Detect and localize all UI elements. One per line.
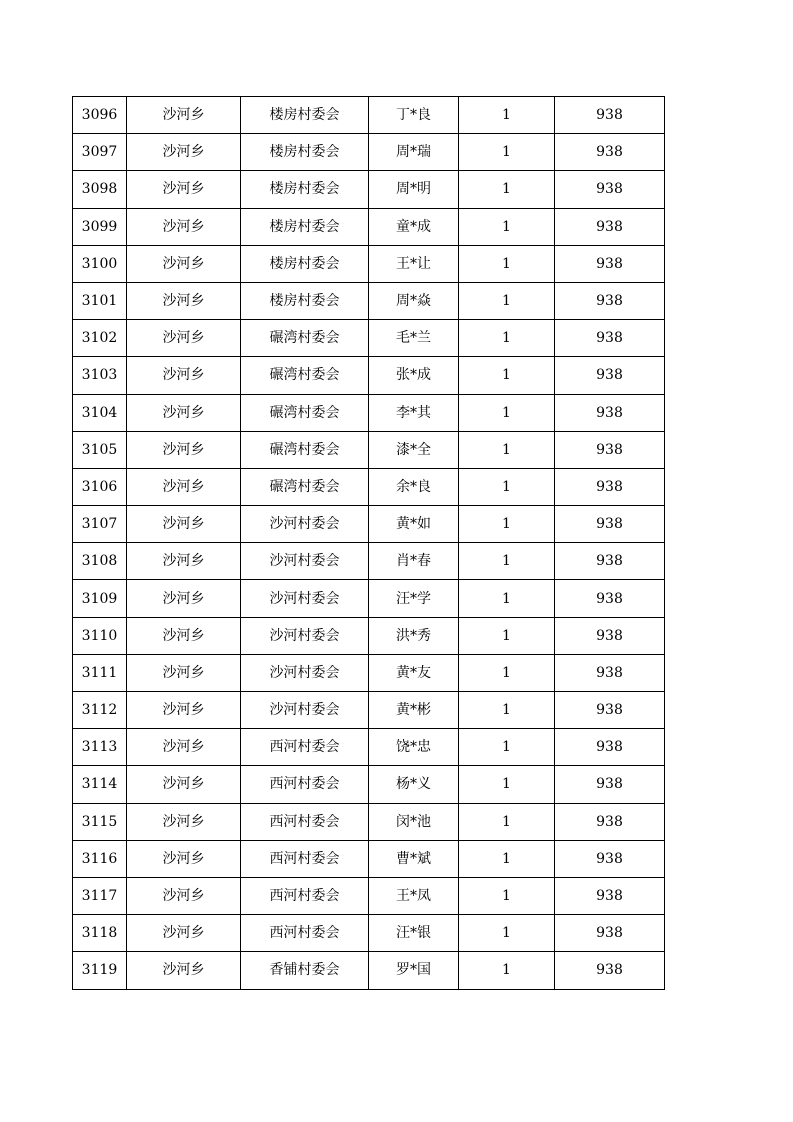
township-cell: 沙河乡 [127,877,241,914]
row-number-cell: 3112 [73,692,127,729]
table-row [73,692,665,729]
count-cell: 1 [459,729,555,766]
table-row [73,171,665,208]
row-number-cell: 3111 [73,654,127,691]
count-cell: 1 [459,543,555,580]
table-row [73,543,665,580]
table-row [73,357,665,394]
count-cell: 1 [459,915,555,952]
amount-cell: 938 [555,543,665,580]
table-row [73,320,665,357]
amount-cell: 938 [555,431,665,468]
village-committee-cell: 沙河村委会 [241,506,369,543]
person-name-cell: 汪*学 [369,580,459,617]
township-cell: 沙河乡 [127,320,241,357]
person-name-cell: 周*明 [369,171,459,208]
row-number-cell: 3110 [73,617,127,654]
table-row [73,915,665,952]
township-cell: 沙河乡 [127,97,241,134]
village-committee-cell: 西河村委会 [241,840,369,877]
amount-cell: 938 [555,840,665,877]
township-cell: 沙河乡 [127,580,241,617]
count-cell: 1 [459,506,555,543]
village-committee-cell: 沙河村委会 [241,654,369,691]
row-number-cell: 3104 [73,394,127,431]
township-cell: 沙河乡 [127,134,241,171]
row-number-cell: 3117 [73,877,127,914]
row-number-cell: 3113 [73,729,127,766]
table-row [73,506,665,543]
row-number-cell: 3119 [73,952,127,989]
table-row [73,394,665,431]
amount-cell: 938 [555,952,665,989]
township-cell: 沙河乡 [127,692,241,729]
person-name-cell: 周*焱 [369,282,459,319]
person-name-cell: 肖*春 [369,543,459,580]
table-row [73,877,665,914]
table-row [73,134,665,171]
person-name-cell: 王*凤 [369,877,459,914]
row-number-cell: 3105 [73,431,127,468]
amount-cell: 938 [555,915,665,952]
row-number-cell: 3108 [73,543,127,580]
amount-cell: 938 [555,134,665,171]
village-committee-cell: 碾湾村委会 [241,394,369,431]
count-cell: 1 [459,394,555,431]
village-committee-cell: 沙河村委会 [241,692,369,729]
village-committee-cell: 沙河村委会 [241,580,369,617]
township-cell: 沙河乡 [127,357,241,394]
village-committee-cell: 碾湾村委会 [241,320,369,357]
township-cell: 沙河乡 [127,468,241,505]
table-row [73,840,665,877]
amount-cell: 938 [555,208,665,245]
row-number-cell: 3097 [73,134,127,171]
amount-cell: 938 [555,506,665,543]
person-name-cell: 丁*良 [369,97,459,134]
amount-cell: 938 [555,729,665,766]
amount-cell: 938 [555,468,665,505]
township-cell: 沙河乡 [127,766,241,803]
amount-cell: 938 [555,692,665,729]
township-cell: 沙河乡 [127,803,241,840]
row-number-cell: 3114 [73,766,127,803]
count-cell: 1 [459,952,555,989]
person-name-cell: 黄*彬 [369,692,459,729]
township-cell: 沙河乡 [127,506,241,543]
amount-cell: 938 [555,654,665,691]
row-number-cell: 3098 [73,171,127,208]
table-row [73,803,665,840]
village-committee-cell: 西河村委会 [241,803,369,840]
row-number-cell: 3116 [73,840,127,877]
row-number-cell: 3109 [73,580,127,617]
count-cell: 1 [459,766,555,803]
table-row [73,208,665,245]
township-cell: 沙河乡 [127,208,241,245]
count-cell: 1 [459,208,555,245]
village-committee-cell: 楼房村委会 [241,171,369,208]
amount-cell: 938 [555,357,665,394]
count-cell: 1 [459,431,555,468]
person-name-cell: 张*成 [369,357,459,394]
table-row [73,468,665,505]
table-row [73,580,665,617]
row-number-cell: 3101 [73,282,127,319]
person-name-cell: 洪*秀 [369,617,459,654]
township-cell: 沙河乡 [127,729,241,766]
township-cell: 沙河乡 [127,915,241,952]
row-number-cell: 3106 [73,468,127,505]
table-row [73,617,665,654]
person-name-cell: 黄*如 [369,506,459,543]
count-cell: 1 [459,245,555,282]
township-cell: 沙河乡 [127,171,241,208]
amount-cell: 938 [555,766,665,803]
amount-cell: 938 [555,245,665,282]
village-committee-cell: 沙河村委会 [241,617,369,654]
village-committee-cell: 香铺村委会 [241,952,369,989]
village-committee-cell: 西河村委会 [241,766,369,803]
township-cell: 沙河乡 [127,431,241,468]
count-cell: 1 [459,580,555,617]
count-cell: 1 [459,840,555,877]
township-cell: 沙河乡 [127,543,241,580]
amount-cell: 938 [555,580,665,617]
township-cell: 沙河乡 [127,654,241,691]
amount-cell: 938 [555,320,665,357]
roster-table [72,96,665,990]
table-row [73,431,665,468]
amount-cell: 938 [555,877,665,914]
village-committee-cell: 楼房村委会 [241,208,369,245]
township-cell: 沙河乡 [127,245,241,282]
person-name-cell: 杨*义 [369,766,459,803]
person-name-cell: 饶*忠 [369,729,459,766]
count-cell: 1 [459,803,555,840]
count-cell: 1 [459,357,555,394]
count-cell: 1 [459,134,555,171]
roster-table-body [73,97,665,990]
village-committee-cell: 碾湾村委会 [241,468,369,505]
amount-cell: 938 [555,171,665,208]
amount-cell: 938 [555,97,665,134]
row-number-cell: 3115 [73,803,127,840]
count-cell: 1 [459,282,555,319]
amount-cell: 938 [555,617,665,654]
village-committee-cell: 沙河村委会 [241,543,369,580]
amount-cell: 938 [555,394,665,431]
row-number-cell: 3118 [73,915,127,952]
row-number-cell: 3099 [73,208,127,245]
count-cell: 1 [459,654,555,691]
count-cell: 1 [459,877,555,914]
row-number-cell: 3096 [73,97,127,134]
amount-cell: 938 [555,282,665,319]
person-name-cell: 毛*兰 [369,320,459,357]
person-name-cell: 曹*斌 [369,840,459,877]
person-name-cell: 童*成 [369,208,459,245]
village-committee-cell: 西河村委会 [241,877,369,914]
person-name-cell: 王*让 [369,245,459,282]
count-cell: 1 [459,97,555,134]
row-number-cell: 3102 [73,320,127,357]
table-row [73,97,665,134]
row-number-cell: 3103 [73,357,127,394]
village-committee-cell: 楼房村委会 [241,134,369,171]
village-committee-cell: 楼房村委会 [241,245,369,282]
person-name-cell: 余*良 [369,468,459,505]
person-name-cell: 闵*池 [369,803,459,840]
township-cell: 沙河乡 [127,282,241,319]
table-row [73,282,665,319]
township-cell: 沙河乡 [127,952,241,989]
count-cell: 1 [459,692,555,729]
township-cell: 沙河乡 [127,840,241,877]
township-cell: 沙河乡 [127,617,241,654]
village-committee-cell: 楼房村委会 [241,97,369,134]
count-cell: 1 [459,171,555,208]
table-row [73,766,665,803]
amount-cell: 938 [555,803,665,840]
person-name-cell: 李*其 [369,394,459,431]
count-cell: 1 [459,320,555,357]
village-committee-cell: 西河村委会 [241,729,369,766]
village-committee-cell: 碾湾村委会 [241,357,369,394]
count-cell: 1 [459,617,555,654]
person-name-cell: 汪*银 [369,915,459,952]
row-number-cell: 3100 [73,245,127,282]
table-row [73,729,665,766]
table-row [73,654,665,691]
person-name-cell: 黄*友 [369,654,459,691]
row-number-cell: 3107 [73,506,127,543]
village-committee-cell: 碾湾村委会 [241,431,369,468]
table-row [73,245,665,282]
person-name-cell: 周*瑞 [369,134,459,171]
person-name-cell: 罗*国 [369,952,459,989]
village-committee-cell: 楼房村委会 [241,282,369,319]
person-name-cell: 漆*全 [369,431,459,468]
count-cell: 1 [459,468,555,505]
table-row [73,952,665,989]
village-committee-cell: 西河村委会 [241,915,369,952]
township-cell: 沙河乡 [127,394,241,431]
